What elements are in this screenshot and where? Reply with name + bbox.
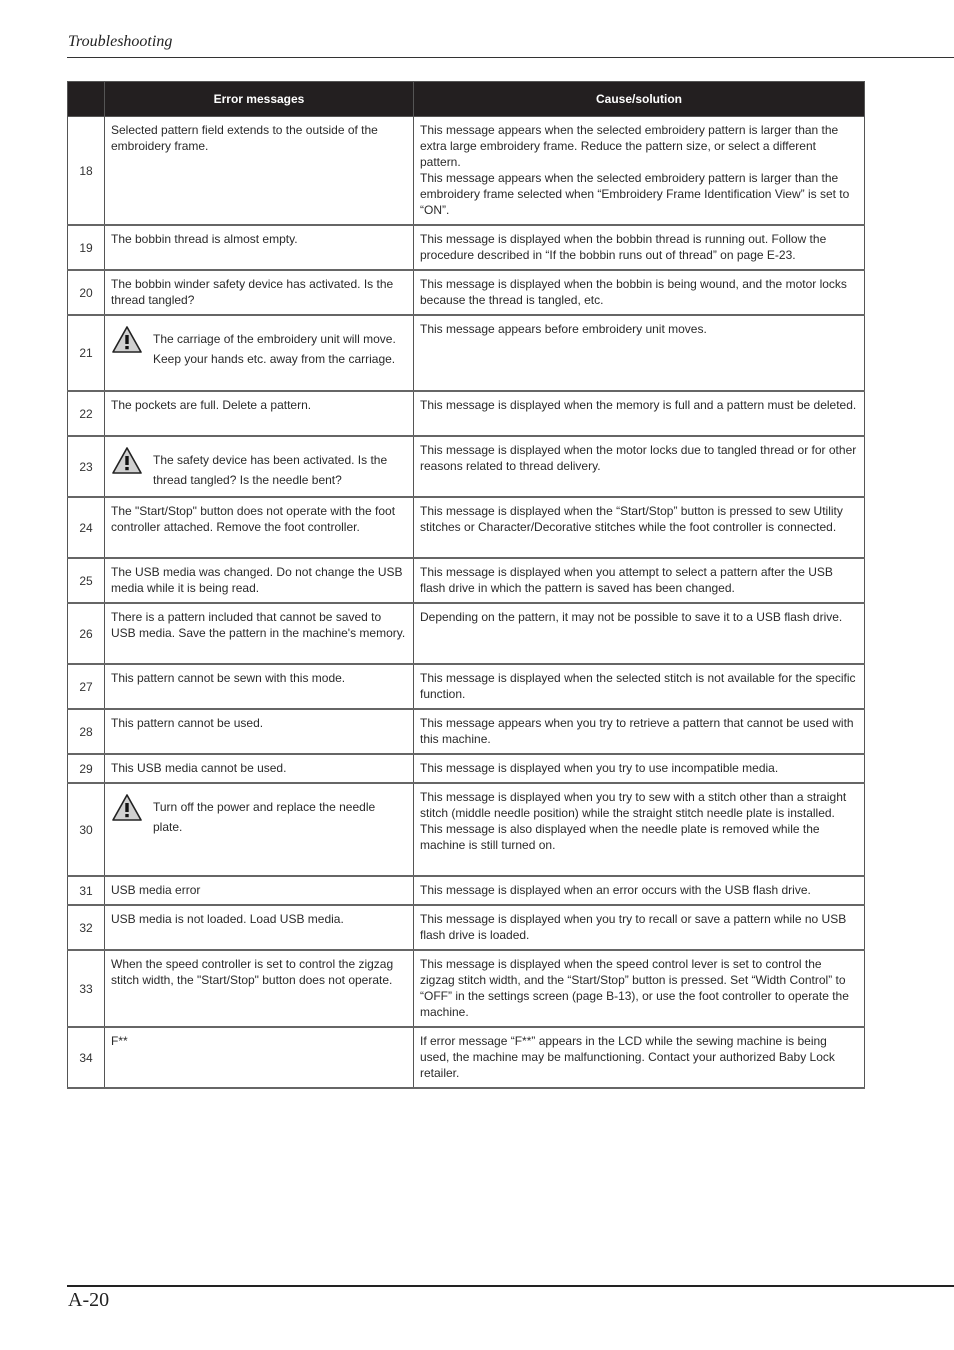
- cause-solution-cell: [414, 664, 865, 709]
- cause-solution-cell: [414, 783, 865, 876]
- error-number: 22: [68, 391, 105, 436]
- table-header-row: [68, 82, 865, 117]
- section-title: Troubleshooting: [68, 33, 173, 50]
- error-message-text: Turn off the power and replace the needle plate.: [153, 800, 376, 834]
- page-number: A-20: [68, 1289, 110, 1311]
- error-message-cell: [105, 558, 414, 603]
- warning-triangle-icon: [111, 446, 143, 476]
- error-message-cell: [105, 754, 414, 783]
- error-number: 34: [68, 1027, 105, 1088]
- error-number: 18: [68, 117, 105, 226]
- cause-solution-text: If error message “F**” appears in the LCD while the sewing machine is being used, the machine may be malfunctioning. Contact your authorized Baby Lock retailer.: [420, 1034, 835, 1080]
- error-message-cell: [105, 497, 414, 558]
- table-row: [68, 709, 865, 754]
- table-row: [68, 117, 865, 226]
- cause-solution-text: This message is displayed when the selected stitch is not available for the specific function.: [420, 671, 856, 701]
- warning-message: [111, 442, 407, 490]
- cause-solution-text: This message is displayed when the motor locks due to tangled thread or for other reasons related to thread delivery.: [420, 443, 857, 473]
- cause-solution-text: This message appears when the selected embroidery pattern is larger than the extra large embroidery frame. Reduce the pattern size, or select a different pattern. This message appears when the selected embroidery pattern is larger than the embroidery frame selected when “Embroidery Frame Identification View” is set to “ON”.: [420, 123, 850, 217]
- error-message-text: The "Start/Stop" button does not operate with the foot controller attached. Remove the foot controller.: [111, 504, 396, 534]
- error-message-text: The bobbin thread is almost empty.: [111, 232, 298, 246]
- error-message-text: USB media is not loaded. Load USB media.: [111, 912, 344, 926]
- cause-solution-cell: [414, 315, 865, 391]
- table-row: [68, 905, 865, 950]
- table-row: [68, 754, 865, 783]
- cause-solution-text: This message is displayed when the bobbin thread is running out. Follow the procedure described in “If the bobbin runs out of thread” on page E-23.: [420, 232, 827, 262]
- cause-solution-cell: [414, 709, 865, 754]
- cause-solution-cell: [414, 603, 865, 664]
- table-row: [68, 950, 865, 1027]
- error-message-cell: [105, 876, 414, 905]
- error-message-cell: [105, 905, 414, 950]
- cause-solution-cell: [414, 270, 865, 315]
- cause-solution-text: This message is displayed when you try to sew with a stitch other than a straight stitch (middle needle position) while the straight stitch needle plate is installed. This message is also displayed when the needle plate is removed while the machine is still turned on.: [420, 790, 847, 852]
- cause-solution-cell: [414, 436, 865, 497]
- error-number: 28: [68, 709, 105, 754]
- cause-solution-cell: [414, 754, 865, 783]
- cause-solution-text: This message is displayed when the speed control lever is set to control the zigzag stitch width, and the “Start/Stop” button is pressed. Set “Width Control” to “OFF” in the settings screen (page B-13), or use the foot controller to operate the machine.: [420, 957, 849, 1019]
- error-message-text: The carriage of the embroidery unit will move. Keep your hands etc. away from the carriage.: [153, 332, 396, 366]
- error-message-cell: [105, 1027, 414, 1088]
- warning-triangle-icon: [111, 793, 143, 823]
- error-message-cell: [105, 270, 414, 315]
- table-row: [68, 391, 865, 436]
- cause-solution-cell: [414, 950, 865, 1027]
- column-header-error-messages: Error messages: [105, 82, 414, 117]
- warning-triangle-icon: [111, 325, 143, 355]
- table-row: [68, 664, 865, 709]
- table-row: [68, 876, 865, 905]
- cause-solution-cell: [414, 497, 865, 558]
- error-number: 29: [68, 754, 105, 783]
- cause-solution-cell: [414, 391, 865, 436]
- cause-solution-cell: [414, 117, 865, 226]
- cause-solution-cell: [414, 558, 865, 603]
- error-messages-table: [67, 81, 865, 1089]
- cause-solution-cell: [414, 1027, 865, 1088]
- cause-solution-cell: [414, 225, 865, 270]
- error-number: 31: [68, 876, 105, 905]
- error-message-text: This pattern cannot be used.: [111, 716, 264, 730]
- error-message-text: The USB media was changed. Do not change the USB media while it is being read.: [111, 565, 403, 595]
- column-header-number: [68, 82, 105, 117]
- error-message-cell: [105, 950, 414, 1027]
- error-message-cell: [105, 783, 414, 876]
- error-number: 33: [68, 950, 105, 1027]
- error-message-text: The bobbin winder safety device has activated. Is the thread tangled?: [111, 277, 394, 307]
- error-message-cell: [105, 603, 414, 664]
- error-message-text: When the speed controller is set to control the zigzag stitch width, the "Start/Stop" button does not operate.: [111, 957, 394, 987]
- error-message-text: Selected pattern field extends to the outside of the embroidery frame.: [111, 123, 378, 153]
- column-header-cause-solution: Cause/solution: [414, 82, 865, 117]
- error-message-text: There is a pattern included that cannot be saved to USB media. Save the pattern in the machine's memory.: [111, 610, 406, 640]
- error-number: 26: [68, 603, 105, 664]
- table-row: [68, 436, 865, 497]
- error-message-cell: [105, 436, 414, 497]
- cause-solution-cell: [414, 905, 865, 950]
- footer-rule: [67, 1285, 954, 1287]
- error-number: 30: [68, 783, 105, 876]
- error-number: 27: [68, 664, 105, 709]
- error-number: 24: [68, 497, 105, 558]
- error-number: 32: [68, 905, 105, 950]
- error-message-cell: [105, 315, 414, 391]
- cause-solution-text: Depending on the pattern, it may not be possible to save it to a USB flash drive.: [420, 610, 843, 624]
- table-row: [68, 783, 865, 876]
- error-number: 21: [68, 315, 105, 391]
- error-message-text: This pattern cannot be sewn with this mode.: [111, 671, 346, 685]
- error-number: 19: [68, 225, 105, 270]
- header-rule: [67, 57, 954, 58]
- warning-message: [111, 789, 407, 837]
- table-row: [68, 558, 865, 603]
- error-message-text: USB media error: [111, 883, 201, 897]
- cause-solution-text: This message is displayed when the bobbin is being wound, and the motor locks because the thread is tangled, etc.: [420, 277, 847, 307]
- error-message-text: This USB media cannot be used.: [111, 761, 287, 775]
- error-message-cell: [105, 391, 414, 436]
- error-message-cell: [105, 709, 414, 754]
- error-number: 20: [68, 270, 105, 315]
- cause-solution-text: This message is displayed when an error occurs with the USB flash drive.: [420, 883, 811, 897]
- cause-solution-cell: [414, 876, 865, 905]
- cause-solution-text: This message is displayed when the memory is full and a pattern must be deleted.: [420, 398, 857, 412]
- error-message-text: The safety device has been activated. Is the thread tangled? Is the needle bent?: [153, 453, 388, 487]
- error-message-cell: [105, 225, 414, 270]
- table-row: [68, 497, 865, 558]
- cause-solution-text: This message is displayed when you try to use incompatible media.: [420, 761, 779, 775]
- cause-solution-text: This message appears when you try to retrieve a pattern that cannot be used with this machine.: [420, 716, 854, 746]
- cause-solution-text: This message is displayed when you attempt to select a pattern after the USB flash drive in which the pattern is saved has been changed.: [420, 565, 833, 595]
- table-row: [68, 1027, 865, 1088]
- cause-solution-text: This message appears before embroidery unit moves.: [420, 322, 707, 336]
- table-row: [68, 225, 865, 270]
- error-message-text: The pockets are full. Delete a pattern.: [111, 398, 312, 412]
- cause-solution-text: This message is displayed when the “Start/Stop” button is pressed to sew Utility stitches or Character/Decorative stitches while the foot controller is connected.: [420, 504, 843, 534]
- error-number: 25: [68, 558, 105, 603]
- table-row: [68, 315, 865, 391]
- warning-message: [111, 321, 407, 369]
- table-row: [68, 603, 865, 664]
- cause-solution-text: This message is displayed when you try to recall or save a pattern while no USB flash drive is loaded.: [420, 912, 847, 942]
- table-row: [68, 270, 865, 315]
- error-message-cell: [105, 664, 414, 709]
- error-message-cell: [105, 117, 414, 226]
- error-number: 23: [68, 436, 105, 497]
- error-message-text: F**: [111, 1034, 128, 1048]
